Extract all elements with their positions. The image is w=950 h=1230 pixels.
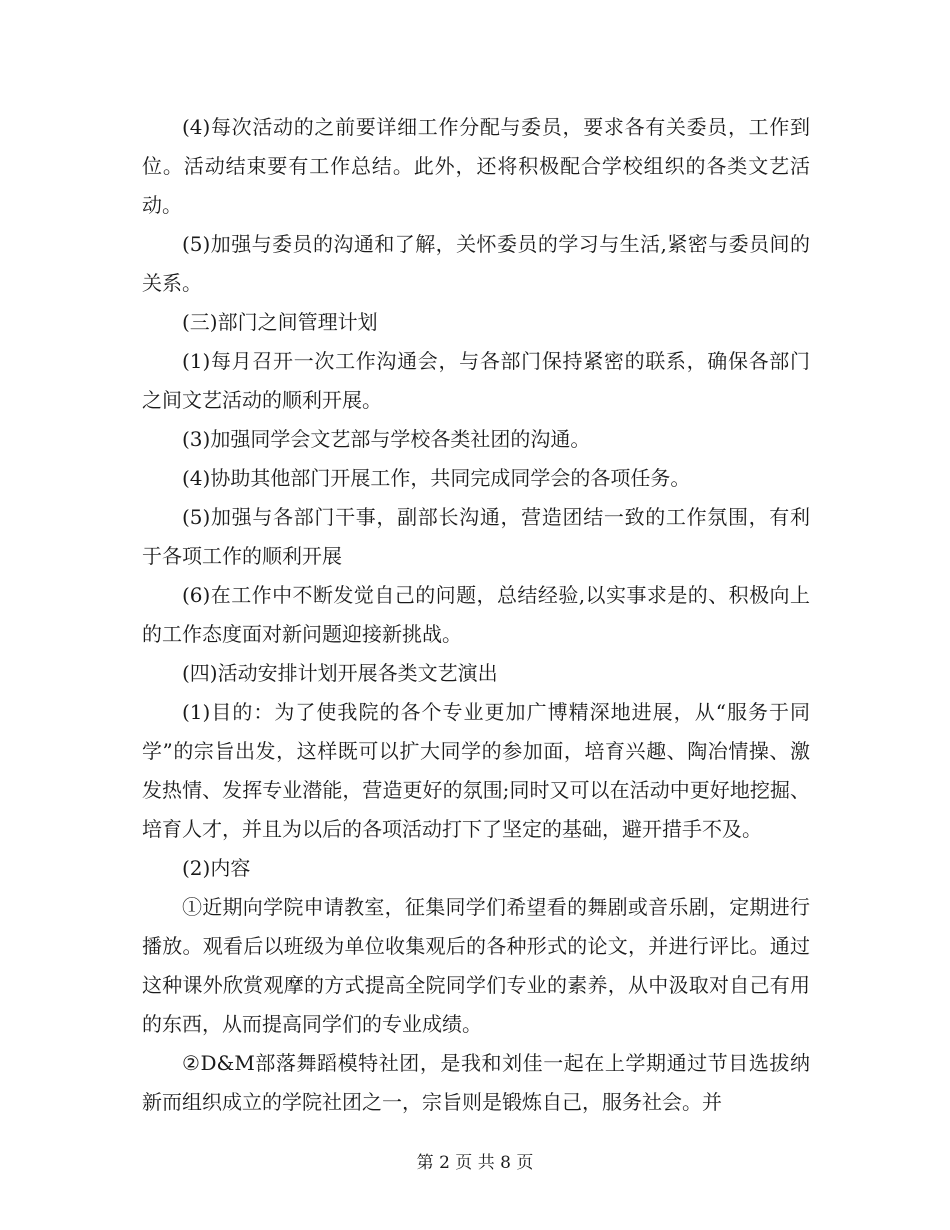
paragraph: (1)每月召开一次工作沟通会，与各部门保持紧密的联系，确保各部门之间文艺活动的顺利开展。 bbox=[142, 349, 810, 412]
section-heading: (三)部门之间管理计划 bbox=[182, 310, 378, 334]
section-heading: (四)活动安排计划开展各类文艺演出 bbox=[182, 661, 498, 685]
paragraph: (1)目的：为了使我院的各个专业更加广博精深地进展，从“服务于同学”的宗旨出发，这样既可以扩大同学的参加面，培育兴趣、陶冶情操、激发热情、发挥专业潜能，营造更好的氛围;同时又可以在活动中更好地挖掘、培育人才，并且为以后的各项活动打下了坚定的基础，避开措手不及。 bbox=[142, 700, 810, 841]
paragraph: (5)加强与各部门干事，副部长沟通，营造团结一致的工作氛围，有利于各项工作的顺利开展 bbox=[142, 505, 810, 568]
paragraph: (4)每次活动的之前要详细工作分配与委员，要求各有关委员，工作到位。活动结束要有工作总结。此外，还将积极配合学校组织的各类文艺活动。 bbox=[142, 115, 810, 217]
paragraph: (5)加强与委员的沟通和了解，关怀委员的学习与生活,紧密与委员间的关系。 bbox=[142, 232, 810, 295]
paragraph: ①近期向学院申请教室，征集同学们希望看的舞剧或音乐剧，定期进行播放。观看后以班级为单位收集观后的各种形式的论文，并进行评比。通过这种课外欣赏观摩的方式提高全院同学们专业的素养，从中汲取对自己有用的东西，从而提高同学们的专业成绩。 bbox=[142, 895, 810, 1036]
paragraph: (4)协助其他部门开展工作，共同完成同学会的各项任务。 bbox=[182, 466, 691, 490]
paragraph: (3)加强同学会文艺部与学校各类社团的沟通。 bbox=[182, 427, 591, 451]
page-number-footer: 第 2 页 共 8 页 bbox=[416, 1153, 534, 1173]
subheading: (2)内容 bbox=[182, 856, 251, 880]
paragraph: ②D&M部落舞蹈模特社团，是我和刘佳一起在上学期通过节目选拔纳新而组织成立的学院社团之一，宗旨则是锻炼自己，服务社会。并 bbox=[142, 1051, 810, 1114]
document-body bbox=[142, 108, 810, 1122]
paragraph: (6)在工作中不断发觉自己的问题，总结经验,以实事求是的、积极向上的工作态度面对新问题迎接新挑战。 bbox=[142, 583, 810, 646]
